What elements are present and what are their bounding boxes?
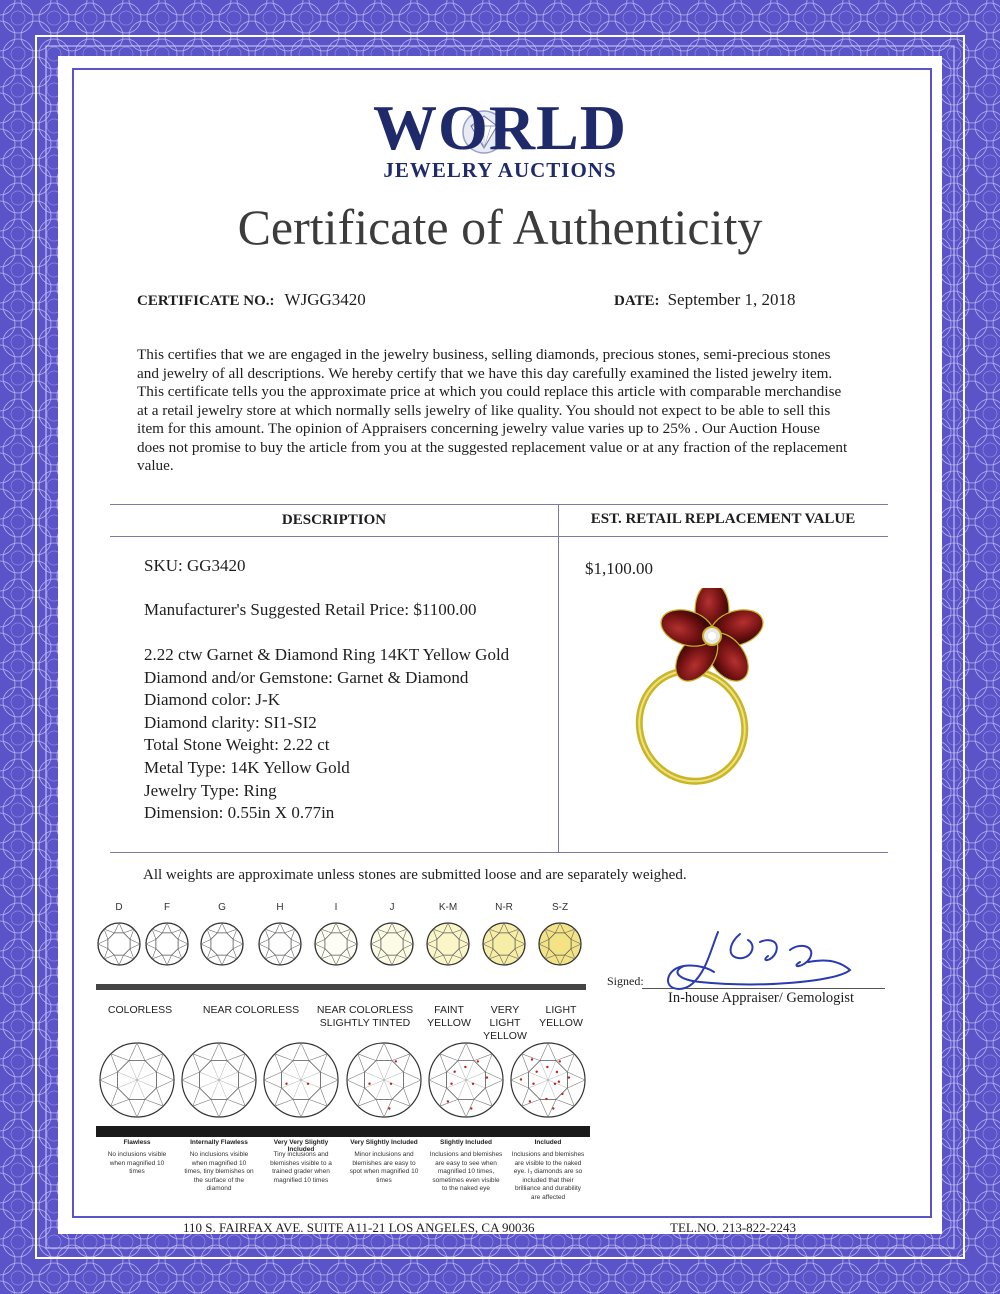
- clarity-description-line: are affected: [530, 1193, 566, 1201]
- detail-line: Dimension: 0.55in X 0.77in: [144, 803, 335, 823]
- statement-line: at a retail jewelry store at which normally sells jewelry of like quality. You should not expect to be able to sell this: [137, 401, 831, 419]
- statement-line: item for this amount. The opinion of Appraisers concerning jewelry value varies up to 25% . Our Auction House: [137, 420, 821, 437]
- date-row: [614, 290, 796, 310]
- color-grade-diamond-icon: [536, 920, 584, 968]
- clarity-description-line: spot when magnified 10: [349, 1168, 419, 1176]
- table-column-divider: [558, 504, 559, 852]
- clarity-description-line: No inclusions visible: [189, 1151, 249, 1158]
- clarity-description-line: are easy to see when: [435, 1159, 497, 1167]
- weights-note: All weights are approximate unless stones are submitted loose and are separately weighed.: [143, 867, 687, 883]
- color-category: NEAR COLORLESS SLIGHTLY TINTED: [316, 1004, 414, 1029]
- clarity-diamond-icon: [261, 1040, 341, 1120]
- table-header-rule: [110, 536, 888, 537]
- statement-line: and jewelry of all descriptions. We hereby certify that we have this day carefully examined the listed jewelry item.: [137, 364, 833, 382]
- detail-line: Metal Type: 14K Yellow Gold: [144, 757, 350, 777]
- clarity-description-line: eye. I₃ diamonds are so: [513, 1168, 583, 1176]
- color-grade-label: H: [276, 902, 284, 913]
- sku: SKU: GG3420: [144, 556, 246, 575]
- color-category: LIGHT YELLOW: [539, 1004, 583, 1029]
- certification-statement: [137, 346, 877, 476]
- clarity-diamond-icon: [179, 1040, 259, 1120]
- clarity-name: Flawless: [123, 1139, 151, 1146]
- detail-line: Jewelry Type: Ring: [144, 780, 277, 800]
- color-grade-diamond-icon: [368, 920, 416, 968]
- color-grade-label: I: [334, 902, 338, 913]
- clarity-description-line: included that their: [522, 1176, 574, 1184]
- clarity-description-line: times, tiny blemishes on: [184, 1168, 254, 1176]
- certificate-date: September 1, 2018: [667, 290, 796, 309]
- footer-phone: TEL.NO. 213-822-2243: [670, 1220, 797, 1235]
- clarity-description: [260, 1151, 342, 1185]
- certificate-number: WJGG3420: [284, 290, 366, 309]
- clarity-description-line: times: [376, 1176, 392, 1184]
- detail-line: 2.22 ctw Garnet & Diamond Ring 14KT Yellow Gold: [144, 645, 510, 664]
- color-grade-label: N-R: [495, 902, 513, 913]
- certificate-number-label: CERTIFICATE NO.:: [137, 293, 275, 309]
- footer-address: 110 S. FAIRFAX AVE. SUITE A11-21 LOS ANGELES, CA 90036: [183, 1220, 535, 1235]
- value-header: EST. RETAIL REPLACEMENT VALUE: [590, 511, 856, 527]
- color-grade-diamond-icon: [143, 920, 191, 968]
- color-grade-label: J: [389, 902, 395, 913]
- clarity-description: [96, 1151, 178, 1177]
- clarity-description-line: are visible to the naked: [514, 1159, 582, 1167]
- clarity-description-line: trained grader when: [272, 1168, 330, 1176]
- table-top-rule: [110, 504, 888, 505]
- color-grade-label: D: [115, 902, 123, 913]
- clarity-description-line: brilliance and durability: [514, 1185, 582, 1193]
- clarity-diamond-icon: [508, 1040, 588, 1120]
- clarity-description: [507, 1151, 589, 1203]
- clarity-description-line: to the naked eye: [441, 1185, 491, 1193]
- logo-wordmark: WORLD: [373, 92, 627, 163]
- clarity-description: [178, 1151, 260, 1194]
- clarity-description-line: blemishes are easy to: [352, 1159, 416, 1167]
- clarity-description-line: when magnified 10: [191, 1159, 247, 1167]
- table-bottom-rule: [110, 852, 888, 853]
- msrp: Manufacturer's Suggested Retail Price: $1100.00: [144, 600, 477, 619]
- clarity-diamond-icon: [97, 1040, 177, 1120]
- clarity-description: [343, 1151, 425, 1185]
- color-grade-label: F: [163, 902, 171, 913]
- clarity-description: [425, 1151, 507, 1194]
- clarity-description-line: diamond: [206, 1185, 232, 1193]
- clarity-name: Very Slightly Included: [350, 1139, 418, 1146]
- clarity-description-line: No inclusions visible: [107, 1151, 167, 1158]
- color-grade-label: K-M: [438, 902, 458, 913]
- clarity-description-line: sometimes even visible: [432, 1176, 500, 1184]
- clarity-diamond-icon: [426, 1040, 506, 1120]
- date-label: DATE:: [614, 293, 660, 309]
- description-header: DESCRIPTION: [281, 512, 387, 528]
- color-scale-bar: [96, 984, 586, 990]
- color-grade-label: S-Z: [551, 902, 569, 913]
- item-details: [144, 644, 509, 825]
- color-category: NEAR COLORLESS: [202, 1004, 300, 1016]
- color-grade-diamond-icon: [256, 920, 304, 968]
- clarity-scale-bar: [96, 1126, 590, 1137]
- clarity-description-line: blemishes visible to a: [270, 1159, 332, 1167]
- signature-image: [640, 912, 870, 1002]
- clarity-diamond-icon: [344, 1040, 424, 1120]
- clarity-name: Very Very Slightly Included: [273, 1139, 329, 1153]
- signed-label: Signed:: [607, 974, 644, 988]
- statement-line: This certifies that we are engaged in the jewelry business, selling diamonds, precious stones, semi-precious stones: [137, 346, 831, 363]
- detail-line: Total Stone Weight: 2.22 ct: [144, 735, 330, 755]
- color-category: FAINT YELLOW: [427, 1004, 471, 1029]
- clarity-description-line: Inclusions and blemishes: [511, 1151, 585, 1158]
- clarity-description-line: magnified 10 times: [273, 1176, 329, 1184]
- clarity-name: Internally Flawless: [190, 1139, 248, 1146]
- clarity-description-line: Inclusions and blemishes: [429, 1151, 503, 1158]
- logo-subtitle: JEWELRY AUCTIONS: [383, 158, 617, 182]
- detail-line: Diamond and/or Gemstone: Garnet & Diamond: [144, 667, 469, 687]
- clarity-description-line: when magnified 10: [109, 1159, 165, 1167]
- color-grade-label: G: [218, 902, 226, 913]
- clarity-name: Slightly Included: [439, 1139, 492, 1146]
- color-grade-diamond-icon: [480, 920, 528, 968]
- clarity-description-line: the surface of the: [193, 1176, 245, 1184]
- page-title: Certificate of Authenticity: [237, 199, 763, 255]
- statement-line: value.: [137, 457, 174, 474]
- detail-line: Diamond clarity: SI1-SI2: [144, 712, 317, 732]
- replacement-value: $1,100.00: [585, 559, 653, 578]
- clarity-description-line: times: [129, 1168, 145, 1176]
- color-grade-diamond-icon: [424, 920, 472, 968]
- certificate-number-row: [137, 290, 366, 310]
- appraiser-title: In-house Appraiser/ Gemologist: [668, 990, 855, 1006]
- clarity-description-line: magnified 10 times,: [437, 1168, 495, 1176]
- clarity-description-line: Tiny inclusions and: [273, 1151, 329, 1158]
- detail-line: Diamond color: J-K: [144, 690, 280, 710]
- color-category: VERY LIGHT YELLOW: [483, 1004, 527, 1042]
- clarity-description-line: Minor inclusions and: [354, 1151, 414, 1158]
- clarity-name: Included: [534, 1139, 562, 1146]
- color-grade-diamond-icon: [95, 920, 143, 968]
- color-grade-diamond-icon: [312, 920, 360, 968]
- statement-line: does not promise to buy the article from you at the suggested replacement value or at any fraction of the replacement: [137, 438, 848, 456]
- color-category: COLORLESS: [107, 1004, 173, 1016]
- garnet-ring-image: [620, 588, 780, 788]
- statement-line: This certificate tells you the approximate price at which you could replace this article with comparable merchandise: [137, 383, 842, 400]
- color-grade-diamond-icon: [198, 920, 246, 968]
